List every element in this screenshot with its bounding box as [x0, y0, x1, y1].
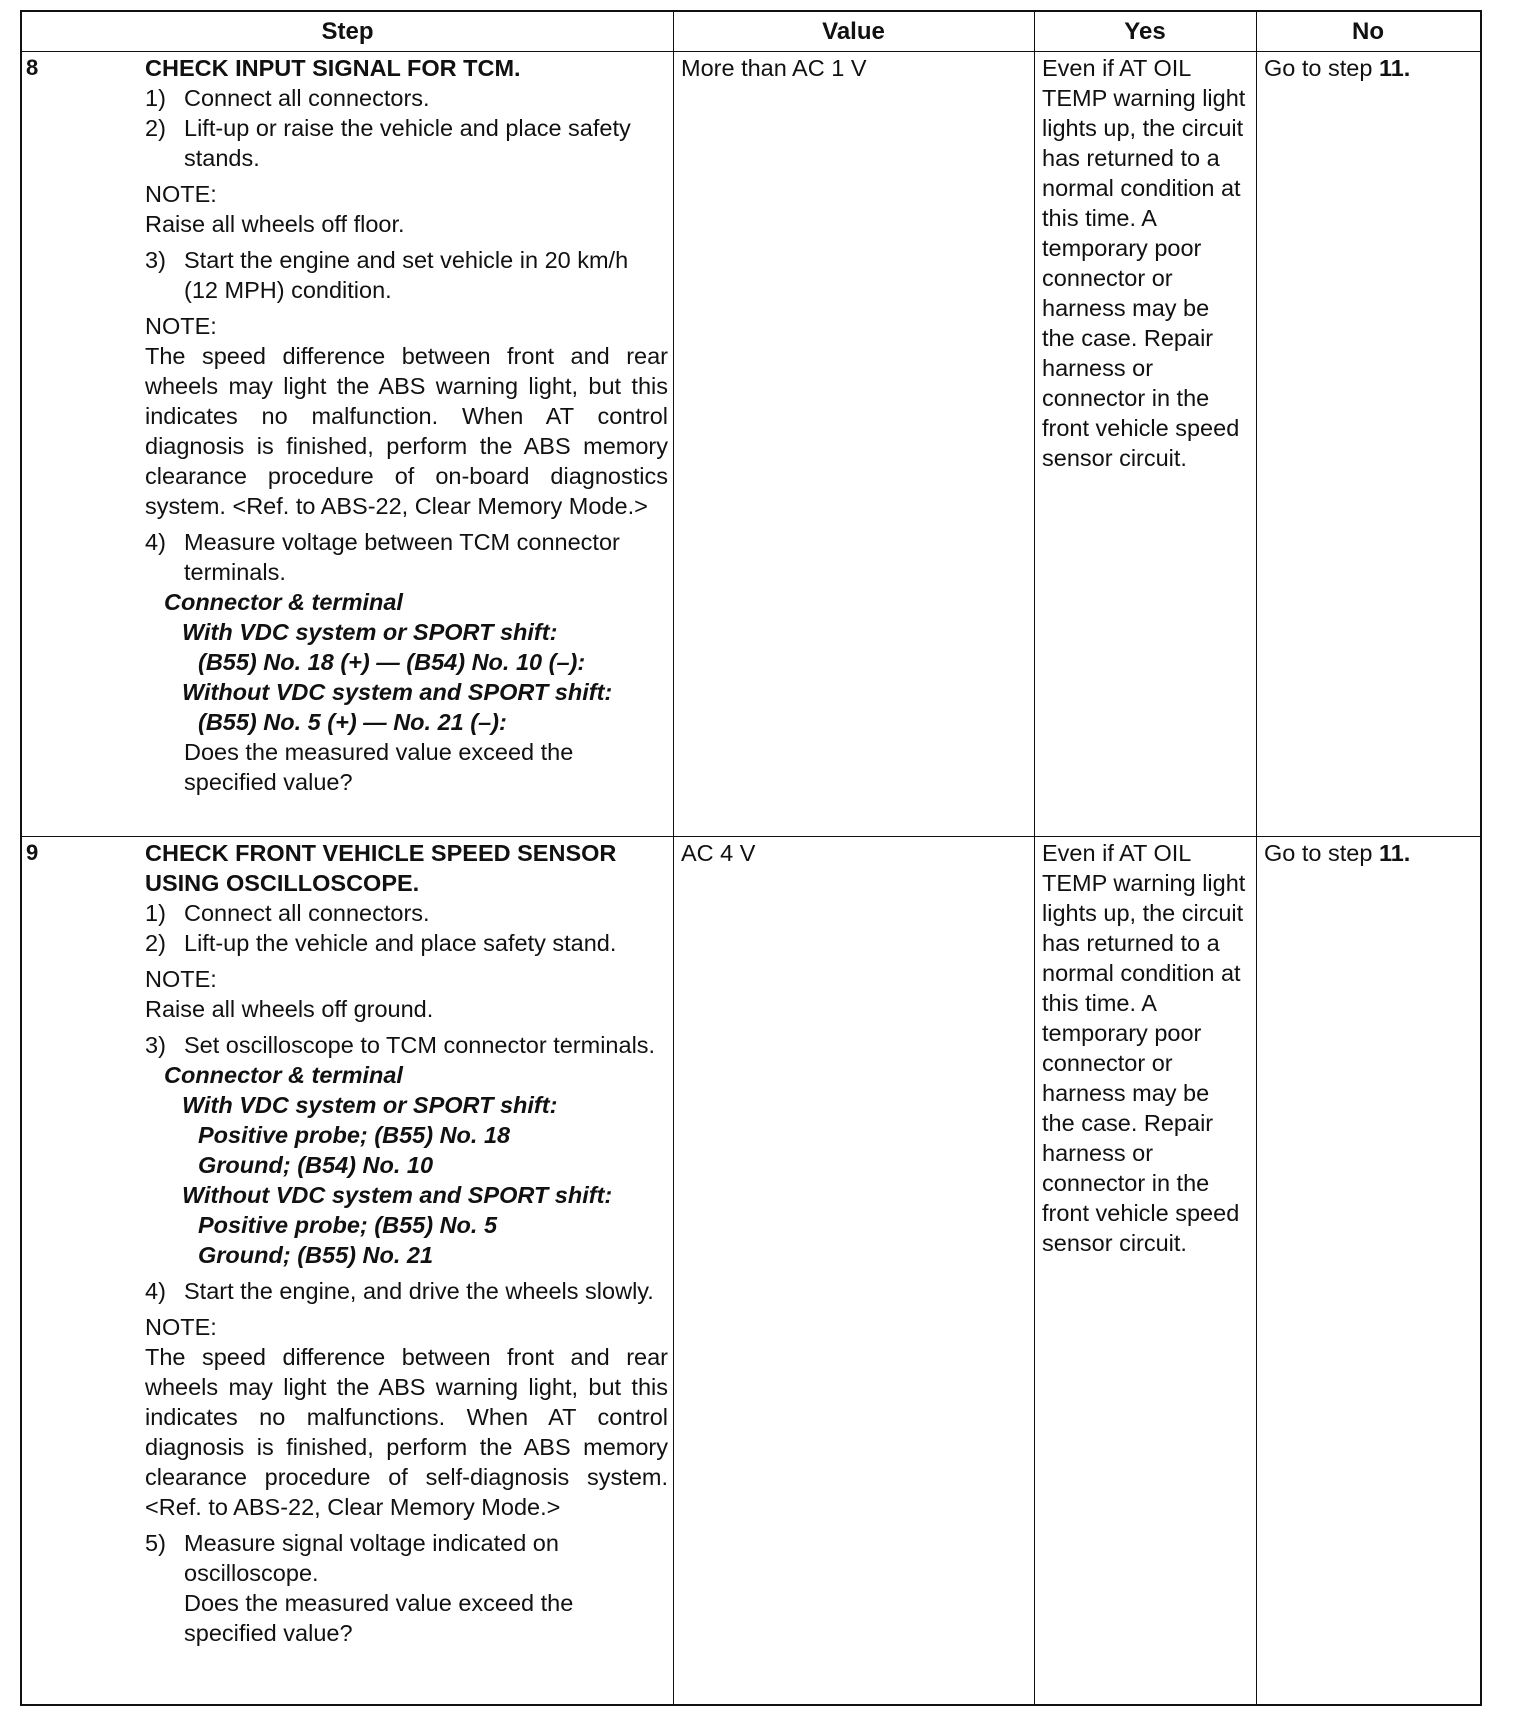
note-text: The speed difference between front and rear wheels may light the ABS warning light, but this indicates no malfunctions. When AT control diagnosis is finished, perform the ABS memory clearance procedure of self-diagnosis system. <Ref. to ABS-22, Clear Memory Mode.>: [145, 1344, 668, 1520]
row-divider: [22, 836, 1480, 837]
note-text: The speed difference between front and rear wheels may light the ABS warning light, but this indicates no malfunction. When AT control diagnosis is finished, perform the ABS memory clearance procedure of on-board diagnostics system. <Ref. to ABS-22, Clear Memory Mode.>: [145, 343, 668, 519]
value-cell: More than AC 1 V: [681, 55, 867, 81]
note-text: Raise all wheels off floor.: [145, 211, 405, 237]
list-item: 1) Connect all connectors.: [145, 85, 430, 111]
header-yes: Yes: [1124, 18, 1166, 45]
note-text: Raise all wheels off ground.: [145, 996, 434, 1022]
list-item: 4) Measure voltage between TCM connector terminals.: [145, 529, 620, 585]
vdc-label: With VDC system or SPORT shift:: [182, 619, 558, 645]
no-cell: Go to step 11.: [1264, 55, 1411, 81]
step-reference: 11.: [1378, 840, 1411, 866]
yes-cell: Even if AT OIL TEMP warning light lights up, the circuit has returned to a normal condition at this time. A temporary poor connector or harness may be the case. Repair harness or connector in the front vehicle speed sensor circuit.: [1042, 840, 1246, 1256]
list-item: 2) Lift-up the vehicle and place safety stand.: [145, 930, 617, 956]
diagnostic-table: [20, 10, 1482, 1706]
list-item: 2) Lift-up or raise the vehicle and place safety stands.: [145, 115, 631, 171]
vdc-label: With VDC system or SPORT shift:: [182, 1092, 558, 1118]
header-divider: [22, 51, 1480, 52]
connector-label: Connector & terminal: [164, 1062, 403, 1088]
col-divider: [1034, 12, 1035, 1704]
list-item: 3) Set oscilloscope to TCM connector terminals.: [145, 1032, 656, 1058]
question: Does the measured value exceed the specified value?: [184, 1590, 574, 1646]
vdc-terminal: (B55) No. 18 (+) — (B54) No. 10 (–):: [198, 649, 586, 675]
list-item: 1) Connect all connectors.: [145, 900, 430, 926]
step-title: CHECK FRONT VEHICLE SPEED SENSOR USING OSCILLOSCOPE.: [145, 840, 617, 896]
step-number: 8: [26, 55, 39, 80]
vdc-positive-probe: Positive probe; (B55) No. 18: [198, 1122, 511, 1148]
no-vdc-ground: Ground; (B55) No. 21: [198, 1242, 434, 1268]
no-vdc-label: Without VDC system and SPORT shift:: [182, 1182, 613, 1208]
no-vdc-label: Without VDC system and SPORT shift:: [182, 679, 613, 705]
yes-cell: Even if AT OIL TEMP warning light lights up, the circuit has returned to a normal condition at this time. A temporary poor connector or harness may be the case. Repair harness or connector in the front vehicle speed sensor circuit.: [1042, 55, 1246, 471]
no-cell: Go to step 11.: [1264, 840, 1411, 866]
col-divider: [1256, 12, 1257, 1704]
note-label: NOTE:: [145, 1314, 217, 1340]
step-title: CHECK INPUT SIGNAL FOR TCM.: [145, 55, 521, 81]
step-number: 9: [26, 840, 39, 865]
step-reference: 11.: [1378, 55, 1411, 81]
vdc-ground: Ground; (B54) No. 10: [198, 1152, 434, 1178]
list-item: 4) Start the engine, and drive the wheels slowly.: [145, 1278, 654, 1304]
header-step: Step: [321, 18, 374, 45]
list-item: 3) Start the engine and set vehicle in 20 km/h (12 MPH) condition.: [145, 247, 629, 303]
header-value: Value: [822, 18, 885, 45]
header-no: No: [1352, 18, 1384, 45]
note-label: NOTE:: [145, 313, 217, 339]
no-vdc-positive-probe: Positive probe; (B55) No. 5: [198, 1212, 498, 1238]
value-cell: AC 4 V: [681, 840, 756, 866]
connector-label: Connector & terminal: [164, 589, 403, 615]
note-label: NOTE:: [145, 966, 217, 992]
step-description: [145, 53, 668, 797]
note-label: NOTE:: [145, 181, 217, 207]
col-divider: [673, 12, 674, 1704]
list-item: 5) Measure signal voltage indicated on oscilloscope.: [145, 1530, 559, 1586]
step-description: [145, 838, 668, 1648]
no-vdc-terminal: (B55) No. 5 (+) — No. 21 (–):: [198, 709, 507, 735]
question: Does the measured value exceed the specified value?: [184, 739, 574, 795]
